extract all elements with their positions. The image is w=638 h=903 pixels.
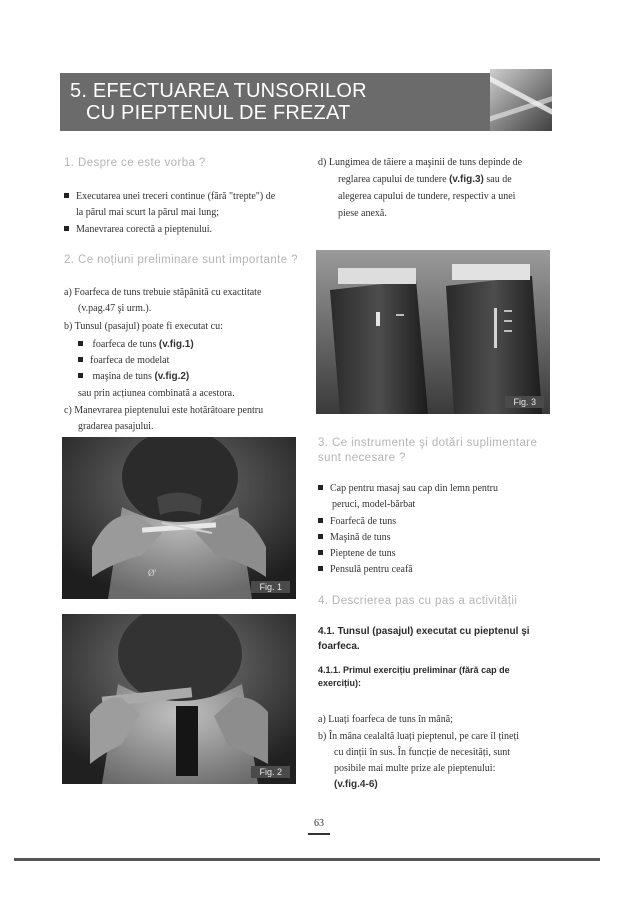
item-d-line-3: alegerea capului de tundere, respectiv a unei bbox=[338, 191, 516, 202]
section-1-heading: 1. Despre ce este vorba ? bbox=[64, 157, 206, 169]
figure-3-label: Fig. 3 bbox=[505, 396, 544, 408]
step-b-line-1: b) În mâna cealaltă luați pieptenul, pe care îl țineți bbox=[318, 731, 520, 742]
chapter-title bbox=[70, 80, 367, 124]
tool-item-3: Maşină de tuns bbox=[318, 530, 391, 545]
figure-2-photo bbox=[62, 614, 296, 784]
subsection-4-1-line-1: 4.1. Tunsul (pasajul) executat cu pieptenul şi bbox=[318, 626, 530, 637]
item-b-option-1 bbox=[78, 337, 194, 352]
fig-4-6-reference: (v.fig.4-6) bbox=[334, 779, 378, 790]
section-1-item-1-cont: la părul mai scurt la părul mai lung; bbox=[76, 207, 220, 218]
figure-1-label: Fig. 1 bbox=[251, 581, 290, 593]
pen-scribble: Ø' bbox=[148, 568, 157, 578]
fig-2-reference: (v.fig.2) bbox=[154, 371, 190, 382]
item-c-line-2: gradarea pasajului. bbox=[78, 421, 154, 432]
subsection-4-1-1-line-1: 4.1.1. Primul exercițiu preliminar (fără cap de bbox=[318, 665, 510, 675]
section-2-heading: 2. Ce noțiuni preliminare sunt importante ? bbox=[64, 254, 298, 266]
item-b-option-2: foarfeca de modelat bbox=[78, 353, 169, 368]
haircut-clipper-illustration bbox=[62, 614, 296, 784]
fig-3-reference: (v.fig.3) bbox=[449, 174, 484, 185]
tool-item-5: Pensulă pentru ceafă bbox=[318, 562, 413, 577]
item-b-line-2: sau prin acțiunea combinată a acestora. bbox=[78, 388, 235, 399]
footer-rule bbox=[14, 858, 600, 861]
scissors-photo bbox=[490, 69, 552, 131]
hair-clippers-illustration bbox=[316, 250, 550, 414]
chapter-title-banner bbox=[60, 73, 552, 131]
tool-item-4: Pieptene de tuns bbox=[318, 546, 396, 561]
section-1-item-2: Manevrarea corectă a pieptenului. bbox=[64, 222, 212, 237]
item-d-line-2-text: reglarea capului de tundere bbox=[338, 174, 447, 185]
section-3-heading-line-1: 3. Ce instrumente şi dotări suplimentare bbox=[318, 437, 538, 449]
section-4-heading: 4. Descrierea pas cu pas a activității bbox=[318, 595, 518, 607]
item-c-line-1: c) Manevrarea pieptenului este hotărâtoare pentru bbox=[64, 405, 264, 416]
subsection-4-1-heading bbox=[318, 624, 530, 654]
tool-item-2: Foarfecă de tuns bbox=[318, 514, 396, 529]
item-b-line-1: b) Tunsul (pasajul) poate fi executat cu: bbox=[64, 321, 223, 332]
tool-item-1: Cap pentru masaj sau cap din lemn pentru bbox=[318, 481, 498, 496]
step-a: a) Luați foarfeca de tuns în mână; bbox=[318, 714, 453, 725]
subsection-4-1-1-line-2: exercițiu): bbox=[318, 678, 362, 688]
section-1-item-1: Executarea unei treceri continue (fără "trepte") de bbox=[64, 189, 275, 204]
item-b-option-3-text: maşina de tuns bbox=[92, 371, 152, 382]
page-number-underline bbox=[308, 833, 330, 835]
item-d-line-2-end: sau de bbox=[486, 174, 512, 185]
chapter-title-line-1: 5. EFECTUAREA TUNSORILOR bbox=[70, 80, 367, 102]
item-b-option-1-text: foarfeca de tuns bbox=[92, 339, 157, 350]
subsection-4-1-1-heading bbox=[318, 664, 510, 690]
item-d-line-4: piese anexă. bbox=[338, 208, 387, 219]
figure-3-photo bbox=[316, 250, 550, 414]
item-d-line-1: d) Lungimea de tăiere a maşinii de tuns depinde de bbox=[318, 157, 523, 168]
chapter-title-line-2: CU PIEPTENUL DE FREZAT bbox=[86, 102, 351, 124]
haircut-scissors-illustration bbox=[62, 437, 296, 599]
figure-1-photo bbox=[62, 437, 296, 599]
step-b-line-3: posibile mai multe prize ale pieptenului: bbox=[334, 763, 496, 774]
subsection-4-1-line-2: foarfeca. bbox=[318, 641, 360, 652]
item-a-line-1: a) Foarfeca de tuns trebuie stăpânită cu exactitate bbox=[64, 287, 262, 298]
item-d-line-2 bbox=[338, 172, 512, 187]
fig-1-reference: (v.fig.1) bbox=[158, 339, 194, 350]
tool-item-1-cont: peruci, model-bărbat bbox=[332, 499, 416, 510]
item-a-line-2: (v.pag.47 şi urm.). bbox=[78, 303, 152, 314]
page-number: 63 bbox=[314, 818, 324, 829]
figure-2-label: Fig. 2 bbox=[251, 766, 290, 778]
step-b-line-2: cu dinții în sus. În funcție de necesități, sunt bbox=[334, 747, 511, 758]
item-b-option-3 bbox=[78, 369, 189, 384]
section-3-heading-line-2: sunt necesare ? bbox=[318, 452, 406, 464]
